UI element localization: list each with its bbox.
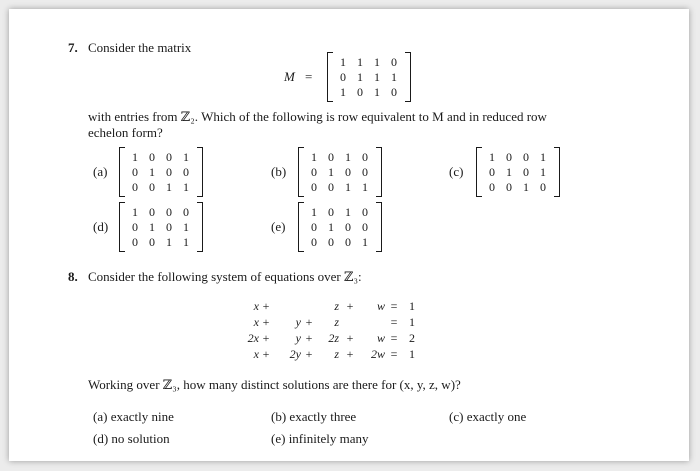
matrix-row — [327, 70, 411, 84]
matrix-entry: 0 — [391, 55, 397, 69]
matrix-entry: 0 — [311, 180, 317, 194]
matrix-entry: 1 — [506, 165, 512, 179]
equation-term: z — [334, 347, 339, 361]
matrix-entry: 1 — [166, 235, 172, 249]
matrix-row — [119, 150, 203, 164]
matrix-entry: 0 — [391, 85, 397, 99]
equation-term: w — [376, 331, 385, 345]
equation-plus: + — [305, 315, 313, 329]
answer-a-label: (a) — [93, 409, 108, 424]
matrix-entry: 1 — [311, 205, 317, 219]
matrix-row — [298, 205, 382, 219]
matrix-entry: 0 — [362, 150, 368, 164]
equation-term: 2w — [370, 347, 385, 361]
equation-plus: + — [262, 347, 270, 361]
matrix-entry: 1 — [345, 150, 351, 164]
matrix-entry: 0 — [357, 85, 363, 99]
matrix-entry: 0 — [166, 150, 172, 164]
equation-term: 2x — [247, 331, 259, 345]
matrix-entry: 1 — [345, 205, 351, 219]
matrix-M — [327, 52, 411, 102]
matrix-entry: 1 — [357, 55, 363, 69]
equation-term: x — [253, 315, 259, 329]
answer-d-label: (d) — [93, 431, 109, 446]
matrix-entry: 1 — [183, 180, 189, 194]
answer-b — [271, 409, 356, 425]
equation-plus: + — [305, 331, 313, 345]
equation-rhs: 1 — [409, 347, 415, 361]
matrix-entry: 0 — [489, 180, 495, 194]
matrix-entry: 1 — [132, 150, 138, 164]
equation-term: z — [334, 299, 339, 313]
matrix-entry: 1 — [362, 180, 368, 194]
equation-rhs: 1 — [409, 299, 415, 313]
matrix-entry: 1 — [183, 220, 189, 234]
matrix-entry: 0 — [166, 205, 172, 219]
equation-term: w — [376, 299, 385, 313]
matrix-entry: 0 — [166, 165, 172, 179]
matrix-entry: 0 — [311, 220, 317, 234]
matrix-entry: 0 — [362, 165, 368, 179]
matrix-entry: 0 — [523, 150, 529, 164]
matrix-row — [298, 180, 382, 194]
equation-system — [239, 299, 459, 365]
option-a-matrix — [119, 147, 203, 197]
matrix-entry: 1 — [374, 70, 380, 84]
equation-plus: + — [262, 299, 270, 313]
matrix-entry: 0 — [149, 180, 155, 194]
matrix-entry: 0 — [132, 165, 138, 179]
matrix-row — [327, 85, 411, 99]
equation-term: y — [295, 315, 301, 329]
matrix-entry: 1 — [183, 150, 189, 164]
matrix-entry: 0 — [362, 205, 368, 219]
matrix-entry: 0 — [132, 235, 138, 249]
matrix-entry: 1 — [328, 220, 334, 234]
equation-equals: = — [390, 315, 398, 329]
answer-c — [449, 409, 526, 425]
option-e-label: (e) — [271, 219, 286, 234]
option-d-matrix — [119, 202, 203, 252]
matrix-row — [119, 235, 203, 249]
q8-number: 8. — [68, 269, 78, 284]
matrix-row — [119, 220, 203, 234]
option-a-label: (a) — [93, 164, 108, 179]
equation-plus: + — [346, 299, 354, 313]
matrix-row — [119, 165, 203, 179]
matrix-entry: 1 — [183, 235, 189, 249]
q7-text-line1: with entries from ℤ₂. Which of the following is row equivalent to M and in reduced row — [88, 109, 547, 124]
matrix-entry: 0 — [328, 205, 334, 219]
matrix-row — [327, 55, 411, 69]
matrix-entry: 1 — [374, 85, 380, 99]
matrix-entry: 0 — [166, 220, 172, 234]
answer-e-text: infinitely many — [288, 431, 369, 446]
matrix-entry: 0 — [149, 150, 155, 164]
matrix-entry: 0 — [328, 150, 334, 164]
equation-term: 2z — [328, 331, 339, 345]
matrix-entry: 0 — [340, 70, 346, 84]
q8-question: Working over ℤ₃, how many distinct solutions are there for (x, y, z, w)? — [88, 377, 461, 392]
answer-e-label: (e) — [271, 431, 286, 446]
matrix-row — [298, 235, 382, 249]
matrix-entry: 0 — [328, 180, 334, 194]
option-c-matrix — [476, 147, 560, 197]
equation-equals: = — [390, 299, 398, 313]
equation-equals: = — [390, 347, 398, 361]
matrix-entry: 0 — [183, 205, 189, 219]
option-b-label: (b) — [271, 164, 287, 179]
matrix-entry: 1 — [340, 55, 346, 69]
equation-term: y — [295, 331, 301, 345]
option-e-matrix — [298, 202, 382, 252]
matrix-row — [476, 165, 560, 179]
answer-b-text: exactly three — [289, 409, 357, 424]
option-c-label: (c) — [449, 164, 464, 179]
q7-intro: Consider the matrix — [88, 40, 192, 55]
matrix-entry: 1 — [132, 205, 138, 219]
answer-e — [271, 431, 368, 447]
matrix-entry: 0 — [149, 235, 155, 249]
equation-plus: + — [262, 315, 270, 329]
matrix-entry: 0 — [345, 220, 351, 234]
matrix-entry: 1 — [391, 70, 397, 84]
matrix-entry: 0 — [311, 165, 317, 179]
answer-b-label: (b) — [271, 409, 287, 424]
matrix-entry: 1 — [540, 150, 546, 164]
answer-a — [93, 409, 174, 425]
equation-term: x — [253, 299, 259, 313]
matrix-entry: 1 — [362, 235, 368, 249]
matrix-entry: 1 — [340, 85, 346, 99]
equation-rhs: 1 — [409, 315, 415, 329]
matrix-entry: 0 — [506, 180, 512, 194]
answer-c-text: exactly one — [466, 409, 527, 424]
matrix-entry: 0 — [540, 180, 546, 194]
option-d-label: (d) — [93, 219, 109, 234]
q7-matrix-symbol: M — [284, 69, 295, 84]
matrix-entry: 1 — [374, 55, 380, 69]
q7-equals: = — [305, 69, 313, 84]
matrix-row — [476, 180, 560, 194]
matrix-entry: 1 — [328, 165, 334, 179]
q7-number: 7. — [68, 40, 78, 55]
matrix-entry: 0 — [523, 165, 529, 179]
worksheet-page — [9, 9, 689, 461]
equation-rhs: 2 — [409, 331, 415, 345]
equation-plus: + — [346, 331, 354, 345]
matrix-row — [119, 205, 203, 219]
matrix-row — [298, 220, 382, 234]
equation-plus: + — [305, 347, 313, 361]
matrix-entry: 1 — [540, 165, 546, 179]
equation-term: 2y — [289, 347, 301, 361]
matrix-entry: 1 — [149, 220, 155, 234]
matrix-entry: 1 — [345, 180, 351, 194]
equation-plus: + — [262, 331, 270, 345]
matrix-row — [298, 150, 382, 164]
option-b-matrix — [298, 147, 382, 197]
equation-equals: = — [390, 331, 398, 345]
matrix-entry: 0 — [132, 220, 138, 234]
matrix-entry: 0 — [345, 165, 351, 179]
matrix-entry: 1 — [357, 70, 363, 84]
matrix-entry: 0 — [328, 235, 334, 249]
answer-d-text: no solution — [111, 431, 170, 446]
q8-intro: Consider the following system of equations over ℤ₃: — [88, 269, 362, 284]
matrix-entry: 1 — [166, 180, 172, 194]
matrix-row — [476, 150, 560, 164]
matrix-row — [298, 165, 382, 179]
matrix-entry: 0 — [345, 235, 351, 249]
equation-term: x — [253, 347, 259, 361]
matrix-row — [119, 180, 203, 194]
matrix-entry: 0 — [362, 220, 368, 234]
answer-a-text: exactly nine — [110, 409, 174, 424]
matrix-entry: 1 — [489, 150, 495, 164]
equation-term: z — [334, 315, 339, 329]
answer-c-label: (c) — [449, 409, 464, 424]
matrix-entry: 0 — [183, 165, 189, 179]
answer-d — [93, 431, 170, 447]
equation-plus: + — [346, 347, 354, 361]
matrix-entry: 0 — [506, 150, 512, 164]
matrix-entry: 1 — [311, 150, 317, 164]
q7-text-line2: echelon form? — [88, 125, 163, 140]
matrix-entry: 0 — [489, 165, 495, 179]
matrix-entry: 0 — [311, 235, 317, 249]
matrix-entry: 1 — [523, 180, 529, 194]
matrix-entry: 1 — [149, 165, 155, 179]
matrix-entry: 0 — [132, 180, 138, 194]
matrix-entry: 0 — [149, 205, 155, 219]
